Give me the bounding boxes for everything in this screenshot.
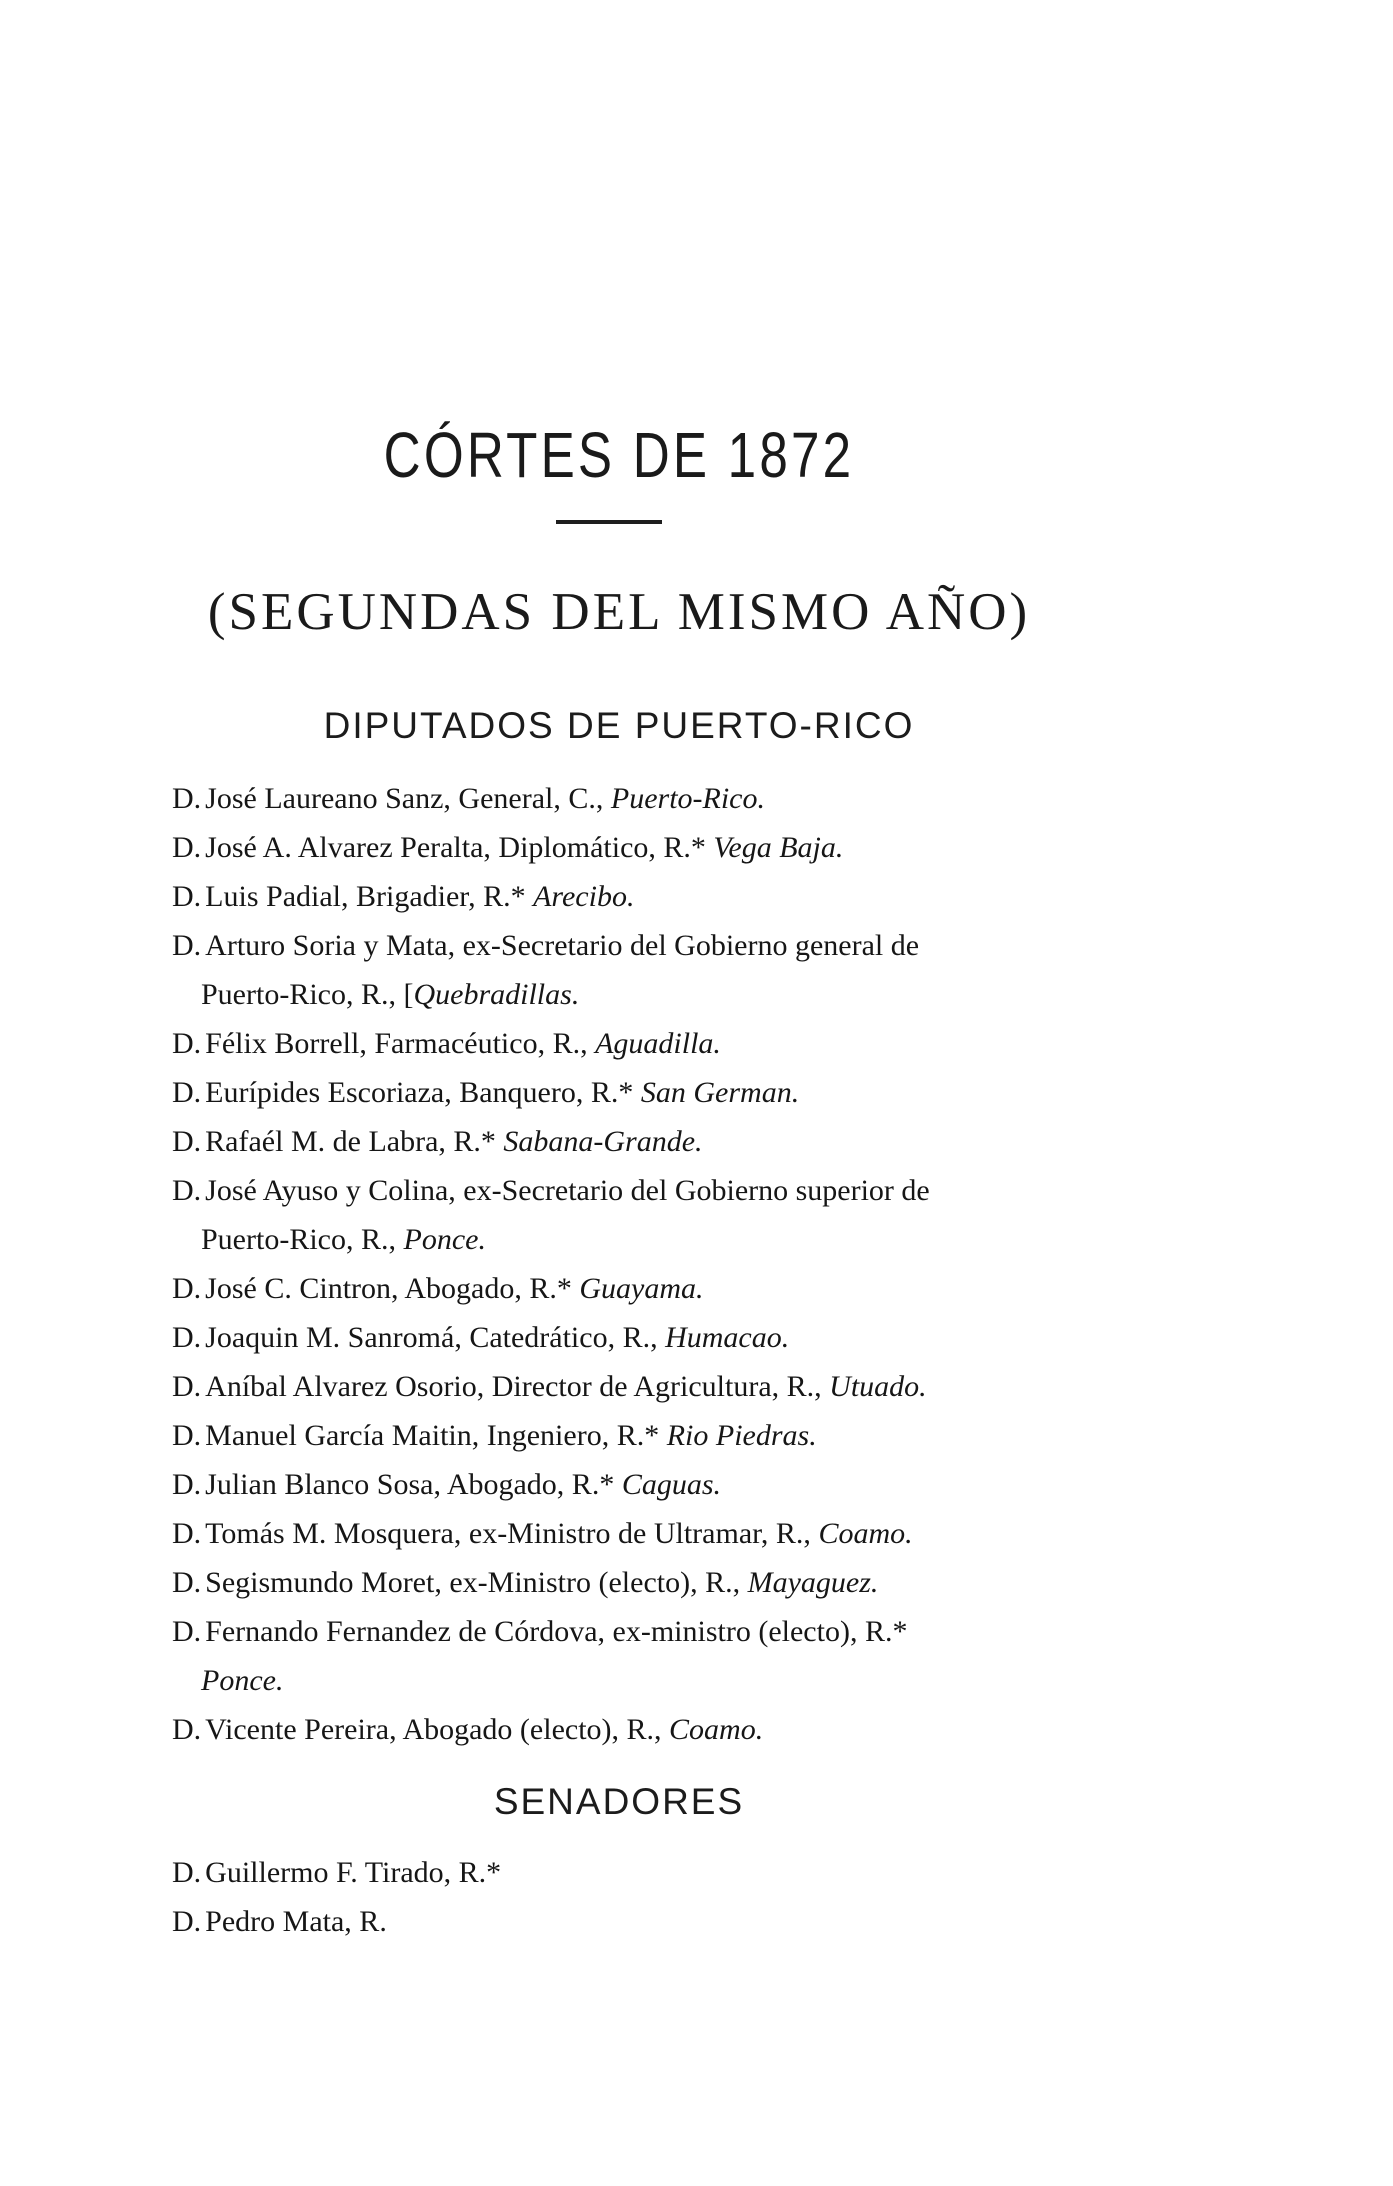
- entry-place: Puerto-Rico.: [610, 782, 765, 815]
- entry-place: Vega Baja.: [713, 831, 844, 864]
- entry-prefix: D.: [172, 1713, 202, 1746]
- diputado-entry: [172, 1705, 1092, 1754]
- entry-place: Arecibo.: [533, 880, 635, 913]
- page-title: CÓRTES DE 1872: [383, 419, 855, 491]
- entry-prefix: D.: [172, 1905, 202, 1938]
- entry-text: Joaquin M. Sanromá, Catedrático, R.,: [205, 1321, 666, 1354]
- entry-text: Pedro Mata, R.: [205, 1905, 387, 1938]
- entry-prefix: D.: [172, 1076, 202, 1109]
- entry-text: José Laureano Sanz, General, C.,: [205, 782, 611, 815]
- entry-text: Julian Blanco Sosa, Abogado, R.*: [205, 1468, 622, 1501]
- diputado-entry: [172, 1313, 1092, 1362]
- entry-place: Guayama.: [579, 1272, 704, 1305]
- entry-cont-text: Puerto-Rico, R.,: [201, 1223, 404, 1256]
- entry-text: José Ayuso y Colina, ex-Secretario del Gobierno superior de: [205, 1174, 930, 1207]
- diputados-heading: DIPUTADOS DE PUERTO-RICO: [323, 705, 915, 746]
- entry-place: Coamo.: [818, 1517, 913, 1550]
- diputado-entry: [172, 774, 1092, 823]
- page-subtitle: (SEGUNDAS DEL MISMO AÑO): [207, 583, 1031, 641]
- entry-prefix: D.: [172, 1272, 202, 1305]
- entry-prefix: D.: [172, 929, 202, 962]
- entry-prefix: D.: [172, 1856, 202, 1889]
- diputado-entry: [172, 1019, 1092, 1068]
- diputado-entry: [172, 1068, 1092, 1117]
- entry-text: Félix Borrell, Farmacéutico, R.,: [205, 1027, 596, 1060]
- diputado-entry: [172, 1411, 1092, 1460]
- senador-entry: [172, 1848, 1092, 1897]
- entry-prefix: D.: [172, 1370, 202, 1403]
- entry-text: Luis Padial, Brigadier, R.*: [205, 880, 534, 913]
- entry-continuation: [172, 970, 1092, 1019]
- entry-cont-place: Ponce.: [201, 1664, 284, 1697]
- entry-text: Rafaél M. de Labra, R.*: [205, 1125, 504, 1158]
- entry-prefix: D.: [172, 1174, 202, 1207]
- entry-prefix: D.: [172, 1419, 202, 1452]
- entry-place: Utuado.: [829, 1370, 927, 1403]
- entry-text: Tomás M. Mosquera, ex-Ministro de Ultramar, R.,: [205, 1517, 819, 1550]
- title-rule: [556, 520, 662, 524]
- diputado-entry: [172, 1166, 1092, 1264]
- entry-cont-place: Quebradillas.: [413, 978, 580, 1011]
- diputado-entry: [172, 1264, 1092, 1313]
- diputado-entry: [172, 1558, 1092, 1607]
- senadores-heading: SENADORES: [493, 1781, 745, 1822]
- entry-place: Caguas.: [621, 1468, 722, 1501]
- diputado-entry: [172, 1117, 1092, 1166]
- entry-prefix: D.: [172, 1517, 202, 1550]
- entry-cont-place: Ponce.: [403, 1223, 486, 1256]
- entry-prefix: D.: [172, 1125, 202, 1158]
- entry-text: Manuel García Maitin, Ingeniero, R.*: [205, 1419, 667, 1452]
- entry-text: Fernando Fernandez de Córdova, ex-ministro (electo), R.*: [205, 1615, 908, 1648]
- entry-prefix: D.: [172, 1566, 202, 1599]
- entry-text: Guillermo F. Tirado, R.*: [205, 1856, 502, 1889]
- entry-continuation: [172, 1656, 1092, 1705]
- entry-prefix: D.: [172, 1468, 202, 1501]
- senador-entry: [172, 1897, 1092, 1946]
- entry-text: Eurípides Escoriaza, Banquero, R.*: [205, 1076, 641, 1109]
- diputados-list: [172, 774, 1092, 1754]
- diputado-entry: [172, 921, 1092, 1019]
- entry-place: Sabana-Grande.: [503, 1125, 703, 1158]
- diputado-entry: [172, 872, 1092, 921]
- entry-text: Segismundo Moret, ex-Ministro (electo), R.,: [205, 1566, 748, 1599]
- entry-prefix: D.: [172, 831, 202, 864]
- entry-text: José A. Alvarez Peralta, Diplomático, R.*: [205, 831, 714, 864]
- entry-place: Humacao.: [665, 1321, 790, 1354]
- senadores-list: [172, 1848, 1092, 1946]
- diputado-entry: [172, 823, 1092, 872]
- entry-place: Mayaguez.: [747, 1566, 879, 1599]
- entry-text: Arturo Soria y Mata, ex-Secretario del Gobierno general de: [205, 929, 920, 962]
- diputado-entry: [172, 1607, 1092, 1705]
- diputado-entry: [172, 1460, 1092, 1509]
- entry-prefix: D.: [172, 782, 202, 815]
- entry-cont-text: Puerto-Rico, R., [: [201, 978, 414, 1011]
- entry-place: Rio Piedras.: [666, 1419, 817, 1452]
- entry-text: José C. Cintron, Abogado, R.*: [205, 1272, 580, 1305]
- entry-prefix: D.: [172, 880, 202, 913]
- entry-text: Vicente Pereira, Abogado (electo), R.,: [205, 1713, 670, 1746]
- entry-prefix: D.: [172, 1321, 202, 1354]
- entry-text: Aníbal Alvarez Osorio, Director de Agricultura, R.,: [205, 1370, 830, 1403]
- entry-place: San German.: [640, 1076, 800, 1109]
- diputado-entry: [172, 1362, 1092, 1411]
- diputado-entry: [172, 1509, 1092, 1558]
- entry-continuation: [172, 1215, 1092, 1264]
- entry-prefix: D.: [172, 1615, 202, 1648]
- entry-place: Aguadilla.: [595, 1027, 721, 1060]
- entry-prefix: D.: [172, 1027, 202, 1060]
- entry-place: Coamo.: [669, 1713, 764, 1746]
